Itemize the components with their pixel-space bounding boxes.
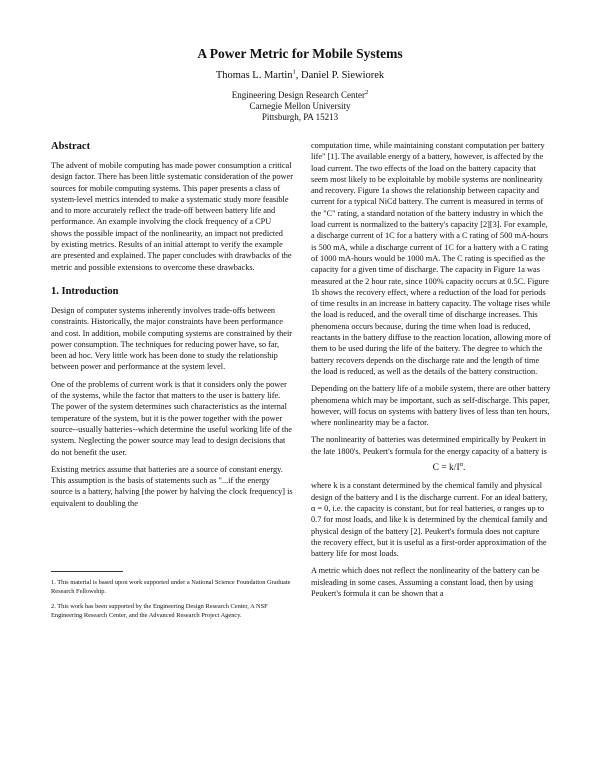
abstract-heading: Abstract: [51, 141, 91, 152]
right-paragraph-1: computation time, while maintaining constant computation per battery life" [1]. The available energy of a battery, however, is affected by the load current. The two effects of the load on the battery capacity that seem most likely to be exploitable by mobile systems are nonlinearity and recovery. Figure 1a shows the relationship between capacity and current for a typical NiCd battery. The current is measured in terms of the "C" rating, a standard notation of the battery industry in which the load current is normalized to the battery's capacity [2][3]. For example, a discharge current of 1C for a battery with a C rating of 500 mA-hours is 500 mA, while a discharge current of 1C for a battery with a C rating of 1000 mA-hours would be 1000 mA. The C rating is specified as the capacity for a given time of discharge. The capacity in Figure 1a was measured at the 2 hour rate, since 100% capacity occurs at 0.5C. Figure 1b shows the recovery effect, where a reduction of the load for periods of time results in an increase in battery capacity. The voltage rises while the load is reduced, and the overall time of discharge increases. This phenomena occurs because, during the time when load is reduced, reactants in the battery diffuse to the reaction location, allowing more of them to be used during the life of the battery. The degree to which the battery recovers depends on the discharge rate and the length of time the load is reduced, as well as the details of the battery construction.: [311, 141, 551, 376]
right-paragraph-5: A metric which does not reflect the nonlinearity of the battery can be misleading in some cases. Assuming a constant load, then by using Peukert's formula it can be shown that a: [311, 566, 540, 598]
right-paragraph-2: Depending on the battery life of a mobile system, there are other battery phenomena which may be important, such as self-discharge. This paper, however, will focus on systems with battery lives of less than ten hours, where nonlinearity may be a factor.: [311, 384, 551, 428]
intro-paragraph-1: Design of computer systems inherently involves trade-offs between constraints. Historically, the major constraints have been performance and cost. In addition, mobile computing systems are constrained by their power consumption. The techniques for reducing power have, so far, been ad hoc. Very little work has been done to study the relationship between power and performance at the system level.: [51, 305, 293, 372]
abstract-text: The advent of mobile computing has made power consumption a critical design factor. There has been little systematic consideration of the power sources for mobile computing systems. This paper presents a class of system-level metrics intended to make a systematic study more feasible and to more accurately reflect the trade-off between battery life and performance. An example involving the clock frequency of a CPU shows the possible impact of the nonlinearity, an impact not predicted by existing metrics. Results of an initial attempt to verify the example are presented and explained. The paper concludes with drawbacks of the metric and possible extensions to overcome these drawbacks.: [51, 161, 293, 272]
intro-paragraph-3: Existing metrics assume that batteries are a source of constant energy. This assumption is the basis of statements such as "...if the energy source is a battery, halving [the power by halving the clock frequency] is equivalent to doubling the: [51, 464, 293, 508]
formula-exponent: α: [459, 460, 464, 468]
author-separator: ,: [295, 70, 302, 81]
footnote-1: 1. This material is based upon work supported under a National Science Foundation Graduate Research Fellowship.: [51, 579, 291, 595]
paper-title: A Power Metric for Mobile Systems: [197, 46, 403, 61]
introduction-heading: 1. Introduction: [51, 285, 119, 297]
affiliation-line-2: Carnegie Mellon University: [249, 101, 351, 111]
paper-header: [0, 46, 600, 123]
footnote-rule: [51, 571, 123, 572]
formula-base: C = k/I: [432, 463, 460, 474]
affiliation-line-3: Pittsburgh, PA 15213: [261, 112, 339, 122]
right-paragraph-3: The nonlinearity of batteries was determined empirically by Peukert in the late 1800's. Peukert's formula for the energy capacity of a battery is: [311, 435, 547, 456]
intro-paragraph-2: One of the problems of current work is that it considers only the power of the systems, while the factor that matters to the user is battery life. The power of the system determines such characteristics as the internal temperature of the system, but it is the power together with the power source--usually batteries--which determine the useful working life of the system. Neglecting the power source may lead to design decisions that do not benefit the user.: [51, 379, 292, 457]
left-column: [51, 140, 293, 570]
footnote-2: 2. This work has been supported by the Engineering Design Research Center, A NSF Engineering Research Center, and the Advanced Research Project Agency.: [51, 603, 268, 620]
formula-end: .: [463, 463, 466, 474]
footnote-mark-2: 2: [364, 89, 369, 96]
author-2: Daniel P. Siewiorek: [301, 70, 385, 81]
footnote-mark-1: 1: [292, 68, 296, 76]
author-1: Thomas L. Martin: [215, 70, 293, 81]
peukert-formula: [311, 460, 551, 474]
right-column: [311, 140, 551, 764]
right-paragraph-4: where k is a constant determined by the chemical family and physical design of the battery and I is the discharge current. For an ideal battery, α = 0, i.e. the capacity is constant, but for real batteries, α ranges up to 0.7 for most loads, and like k is determined by the chemical family and physical design of the battery [2]. Peukert's formula does not capture the recovery effect, but it is useful as a first-order approximation of the battery life for most loads.: [311, 481, 548, 559]
affiliation: [0, 90, 600, 123]
footnotes: [51, 571, 291, 628]
author-line: [0, 69, 600, 83]
affiliation-line-1: [0, 90, 600, 101]
affiliation-center: Engineering Design Research Center: [231, 90, 365, 100]
